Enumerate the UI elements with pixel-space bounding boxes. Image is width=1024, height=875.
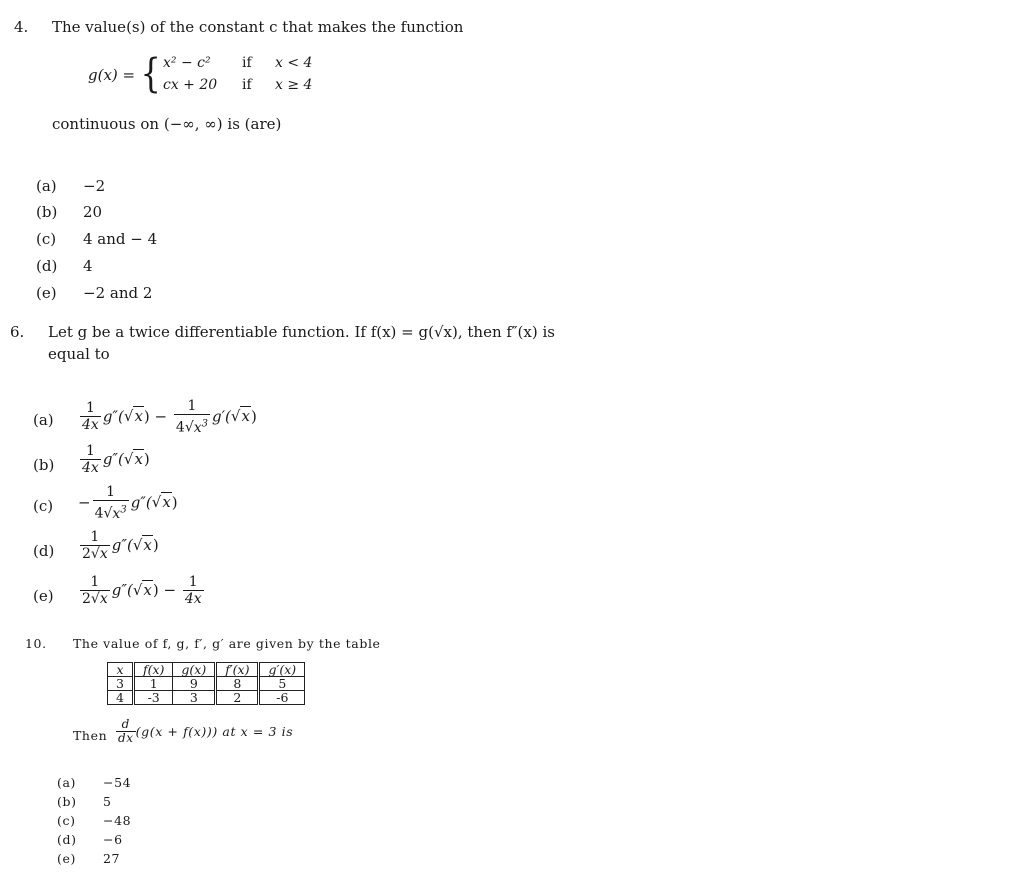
q4-option-e-letter: (e): [36, 284, 57, 302]
q10-option-d-text: −6: [103, 832, 123, 847]
q10-option-b-letter: (b): [57, 794, 77, 809]
q6-option-b-letter: (b): [33, 456, 55, 474]
q10-option-c-text: −48: [103, 813, 132, 828]
q10-option-b-text: 5: [103, 794, 112, 809]
table-header-x: x: [108, 663, 134, 677]
table-cell: 5: [259, 677, 305, 691]
q4-option-c-text: 4 and − 4: [83, 230, 158, 248]
q6-number: 6.: [10, 323, 25, 341]
table-cell: -3: [133, 691, 172, 705]
q4-case1-expr: x² − c²: [163, 55, 211, 71]
q6-option-b-expr: $\frac{1}{4x}$ g″(√x): [82, 443, 150, 476]
q10-derivative: $\frac{d}{dx}$ (g(x + f(x))) at x = 3 is: [118, 717, 294, 745]
q10-option-a-letter: (a): [57, 775, 77, 790]
q4-option-b-text: 20: [83, 203, 103, 221]
q10-option-c-letter: (c): [57, 813, 76, 828]
q6-option-a-letter: (a): [33, 411, 54, 429]
q6-option-c-expr: − $\frac{1}{4√x^3}$ g″(√x): [78, 484, 178, 522]
q10-stem: The value of f, g, f′, g′ are given by the table: [73, 636, 381, 651]
q4-case2-if: if: [242, 77, 252, 93]
table-row: [108, 691, 305, 705]
q10-option-e-letter: (e): [57, 851, 76, 866]
table-cell: 4: [108, 691, 134, 705]
q4-func-lhs: g(x) =: [88, 66, 136, 84]
table-row: [108, 677, 305, 691]
q4-option-e-text: −2 and 2: [83, 284, 153, 302]
q4-option-c-letter: (c): [36, 230, 57, 248]
q4-stem: The value(s) of the constant c that makes the function: [52, 18, 464, 36]
table-header-fx: f(x): [133, 663, 172, 677]
q6-option-d-letter: (d): [33, 542, 55, 560]
table-cell: 3: [108, 677, 134, 691]
q10-then: Then: [73, 728, 108, 743]
q6-option-e-letter: (e): [33, 587, 54, 605]
q4-brace: {: [140, 51, 161, 97]
q4-case1-cond: x < 4: [275, 55, 313, 71]
q4-case2-expr: cx + 20: [163, 77, 218, 93]
table-header-gx: g(x): [173, 663, 216, 677]
q6-stem-line1: Let g be a twice differentiable function. If f(x) = g(√x), then f″(x) is: [48, 323, 555, 341]
table-cell: 2: [216, 691, 259, 705]
table-header-row: [108, 663, 305, 677]
table-header-fpx: f′(x): [216, 663, 259, 677]
q6-option-a-expr: $\frac{1}{4x}$ g″(√x) − $\frac{1}{4√x^3}$ g′(√x): [82, 398, 257, 436]
table-cell: -6: [259, 691, 305, 705]
q4-case1-if: if: [242, 55, 252, 71]
table-cell: 1: [133, 677, 172, 691]
q4-option-d-text: 4: [83, 257, 93, 275]
q10-option-a-text: −54: [103, 775, 132, 790]
q4-case2-cond: x ≥ 4: [275, 77, 313, 93]
q4-tail: continuous on (−∞, ∞) is (are): [52, 115, 282, 133]
q10-option-e-text: 27: [103, 851, 121, 866]
q4-option-b-letter: (b): [36, 203, 58, 221]
q6-option-d-expr: $\frac{1}{2√x}$ g″(√x): [82, 529, 159, 562]
q10-values-table: [107, 662, 305, 705]
q4-option-a-text: −2: [83, 177, 106, 195]
table-cell: 8: [216, 677, 259, 691]
q4-option-d-letter: (d): [36, 257, 58, 275]
table-header-gpx: g′(x): [259, 663, 305, 677]
table-cell: 9: [173, 677, 216, 691]
q10-number: 10.: [25, 636, 47, 651]
q4-number: 4.: [14, 18, 29, 36]
q6-stem-line2: equal to: [48, 345, 110, 363]
q10-option-d-letter: (d): [57, 832, 77, 847]
q6-option-c-letter: (c): [33, 497, 54, 515]
q6-option-e-expr: $\frac{1}{2√x}$ g″(√x) − $\frac{1}{4x}$: [82, 574, 202, 607]
table-cell: 3: [173, 691, 216, 705]
q4-option-a-letter: (a): [36, 177, 57, 195]
